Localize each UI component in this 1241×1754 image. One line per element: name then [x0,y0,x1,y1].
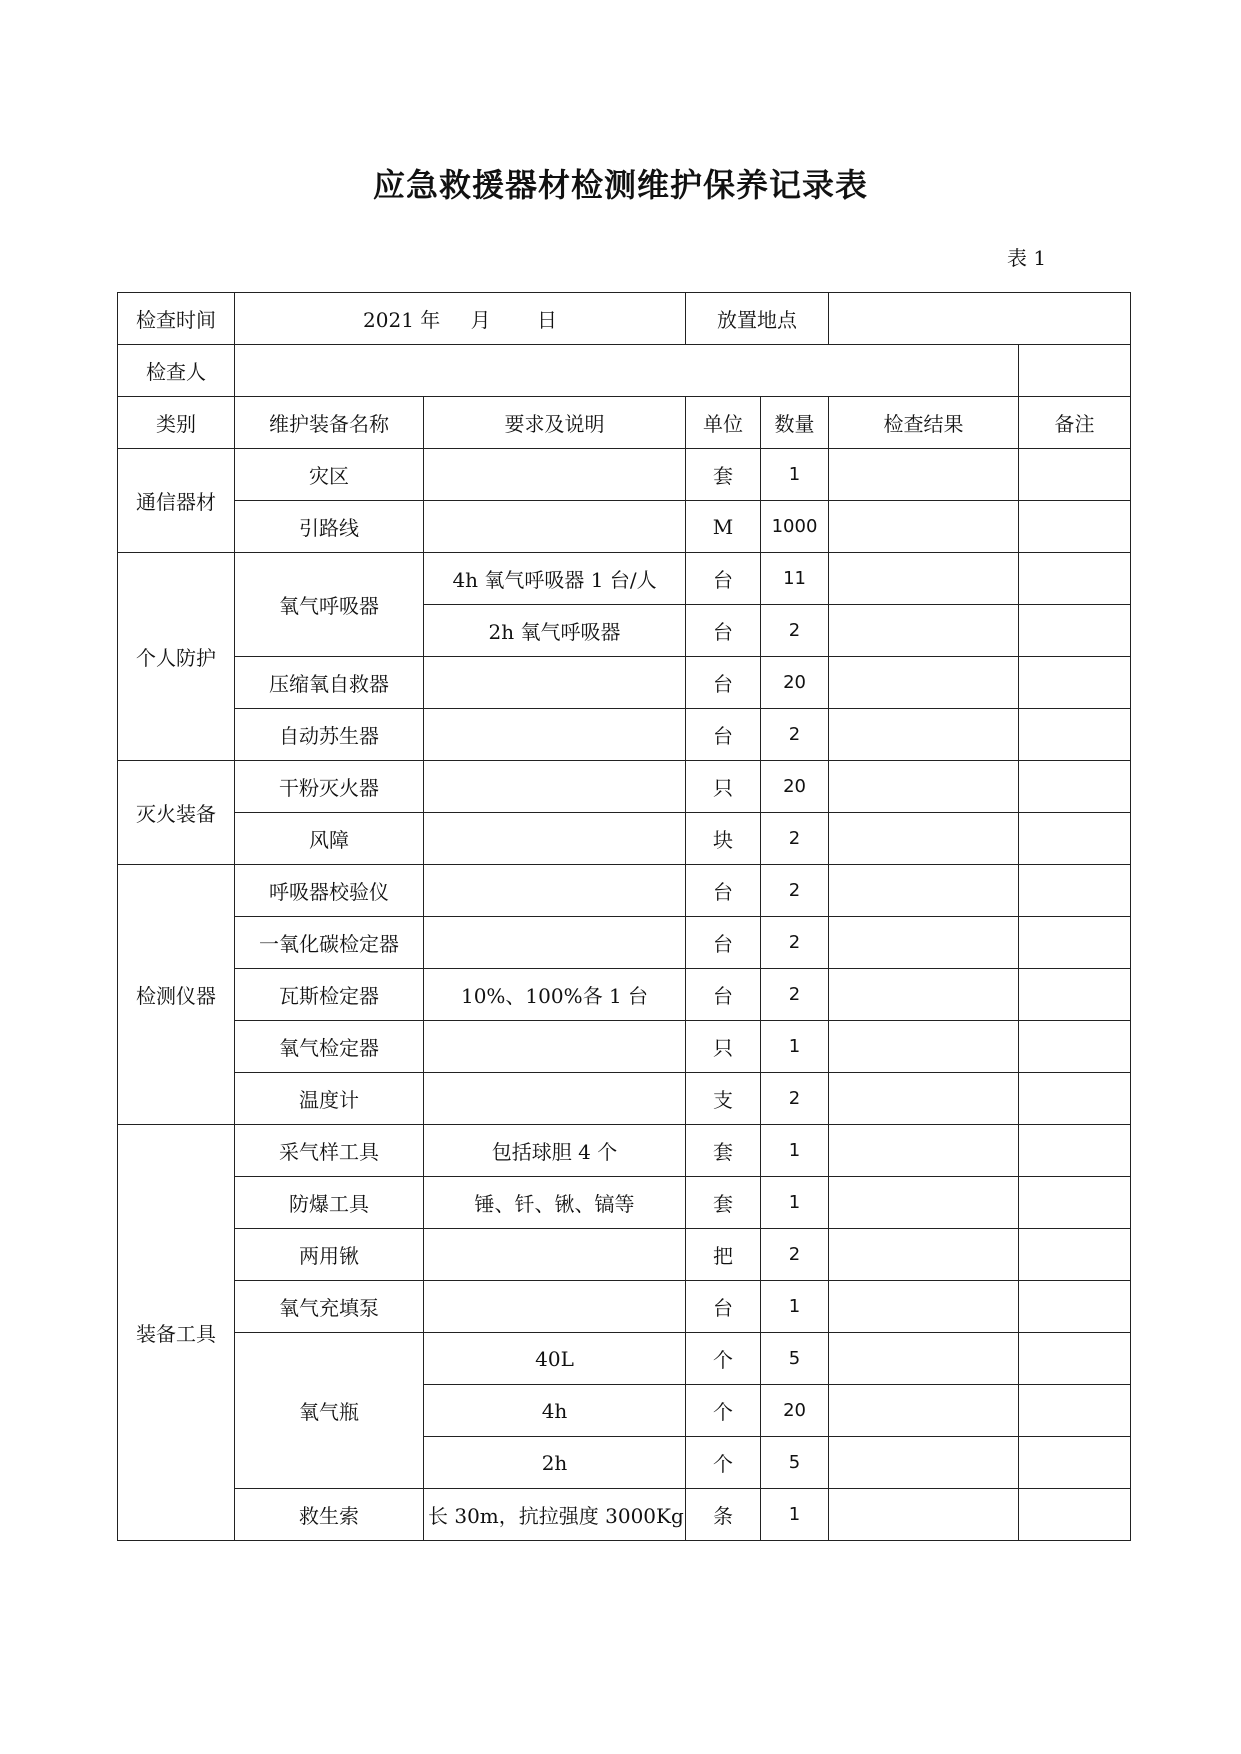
check-result-cell[interactable] [829,1125,1019,1177]
column-header-remarks: 备注 [1019,397,1131,449]
column-header-unit: 单位 [686,397,761,449]
requirement-cell [424,657,686,709]
unit-cell: 台 [686,917,761,969]
unit-cell: 台 [686,1281,761,1333]
column-header-row [118,397,1131,449]
date-month: 月 [470,308,491,332]
check-result-cell[interactable] [829,1437,1019,1489]
check-result-cell[interactable] [829,865,1019,917]
equipment-name-cell: 氧气检定器 [235,1021,424,1073]
quantity-cell: 1 [761,1177,829,1229]
remarks-cell[interactable] [1019,1125,1131,1177]
table-row [118,1021,1131,1073]
check-result-cell[interactable] [829,1021,1019,1073]
quantity-cell: 2 [761,1073,829,1125]
quantity-cell: 2 [761,709,829,761]
remarks-cell[interactable] [1019,1385,1131,1437]
quantity-cell: 11 [761,553,829,605]
check-date-field[interactable] [235,293,686,345]
check-result-cell[interactable] [829,1385,1019,1437]
remarks-cell[interactable] [1019,917,1131,969]
quantity-cell: 2 [761,813,829,865]
unit-cell: 条 [686,1489,761,1541]
header-row-time [118,293,1131,345]
check-result-cell[interactable] [829,1333,1019,1385]
inspector-label: 检查人 [118,345,235,397]
unit-cell: 个 [686,1333,761,1385]
remarks-cell[interactable] [1019,657,1131,709]
table-row [118,761,1131,813]
unit-cell: 只 [686,1021,761,1073]
remarks-cell[interactable] [1019,969,1131,1021]
location-value[interactable] [829,293,1131,345]
equipment-name-cell: 呼吸器校验仪 [235,865,424,917]
remarks-cell[interactable] [1019,1437,1131,1489]
table-row [118,813,1131,865]
category-cell: 灭火装备 [118,761,235,865]
remarks-cell[interactable] [1019,1229,1131,1281]
check-result-cell[interactable] [829,657,1019,709]
quantity-cell: 1 [761,1021,829,1073]
quantity-cell: 5 [761,1437,829,1489]
remarks-cell[interactable] [1019,1333,1131,1385]
remarks-cell[interactable] [1019,865,1131,917]
check-time-label: 检查时间 [118,293,235,345]
unit-cell: 台 [686,709,761,761]
date-year: 2021 年 [363,308,441,332]
requirement-cell: 4h 氧气呼吸器 1 台/人 [424,553,686,605]
remarks-cell[interactable] [1019,553,1131,605]
date-day: 日 [537,308,557,332]
requirement-cell [424,1281,686,1333]
check-result-cell[interactable] [829,761,1019,813]
table-row [118,1229,1131,1281]
quantity-cell: 1 [761,1489,829,1541]
remarks-cell[interactable] [1019,1177,1131,1229]
requirement-cell [424,1073,686,1125]
check-result-cell[interactable] [829,1489,1019,1541]
requirement-cell [424,449,686,501]
quantity-cell: 2 [761,969,829,1021]
remarks-cell[interactable] [1019,449,1131,501]
table-number-label: 表 1 [1007,246,1047,270]
unit-cell: 台 [686,657,761,709]
table-row [118,1333,1131,1385]
category-cell: 检测仪器 [118,865,235,1125]
column-header-check-result: 检查结果 [829,397,1019,449]
remarks-cell[interactable] [1019,1281,1131,1333]
table-row [118,657,1131,709]
equipment-name-cell: 风障 [235,813,424,865]
requirement-cell: 2h 氧气呼吸器 [424,605,686,657]
unit-cell: 只 [686,761,761,813]
table-row [118,1125,1131,1177]
table-row [118,1281,1131,1333]
requirement-cell [424,917,686,969]
check-result-cell[interactable] [829,1281,1019,1333]
equipment-name-cell: 氧气充填泵 [235,1281,424,1333]
remarks-cell[interactable] [1019,1021,1131,1073]
equipment-name-cell: 温度计 [235,1073,424,1125]
equipment-name-cell: 氧气瓶 [235,1333,424,1489]
check-result-cell[interactable] [829,1177,1019,1229]
quantity-cell: 2 [761,917,829,969]
unit-cell: 套 [686,1125,761,1177]
equipment-name-cell: 救生索 [235,1489,424,1541]
requirement-cell [424,761,686,813]
check-result-cell[interactable] [829,709,1019,761]
equipment-name-cell: 采气样工具 [235,1125,424,1177]
form-title: 应急救援器材检测维护保养记录表 [372,166,868,204]
requirement-cell [424,865,686,917]
quantity-cell: 1 [761,1125,829,1177]
unit-cell: 块 [686,813,761,865]
check-result-cell[interactable] [829,917,1019,969]
equipment-name-cell: 自动苏生器 [235,709,424,761]
quantity-cell: 1 [761,449,829,501]
table-row [118,865,1131,917]
equipment-name-cell: 氧气呼吸器 [235,553,424,657]
check-result-cell[interactable] [829,553,1019,605]
equipment-name-cell: 一氧化碳检定器 [235,917,424,969]
remarks-cell[interactable] [1019,813,1131,865]
quantity-cell: 20 [761,1385,829,1437]
requirement-cell: 长 30m，抗拉强度 3000Kg [424,1489,686,1541]
unit-cell: M [686,501,761,553]
requirement-cell: 4h [424,1385,686,1437]
requirement-cell: 2h [424,1437,686,1489]
check-result-cell[interactable] [829,1229,1019,1281]
column-header-quantity: 数量 [761,397,829,449]
check-result-cell[interactable] [829,813,1019,865]
quantity-cell: 20 [761,761,829,813]
unit-cell: 把 [686,1229,761,1281]
remarks-cell[interactable] [1019,1073,1131,1125]
quantity-cell: 1 [761,1281,829,1333]
requirement-cell [424,709,686,761]
category-cell: 装备工具 [118,1125,235,1541]
category-cell: 通信器材 [118,449,235,553]
requirement-cell [424,1229,686,1281]
unit-cell: 套 [686,1177,761,1229]
unit-cell: 台 [686,865,761,917]
column-header-requirements: 要求及说明 [424,397,686,449]
table-row [118,1177,1131,1229]
table-row [118,449,1131,501]
equipment-name-cell: 瓦斯检定器 [235,969,424,1021]
quantity-cell: 20 [761,657,829,709]
equipment-name-cell: 防爆工具 [235,1177,424,1229]
column-header-equipment-name: 维护装备名称 [235,397,424,449]
unit-cell: 台 [686,605,761,657]
equipment-name-cell: 压缩氧自救器 [235,657,424,709]
unit-cell: 台 [686,969,761,1021]
remarks-cell[interactable] [1019,1489,1131,1541]
inspector-value[interactable] [235,345,1019,397]
table-row [118,1489,1131,1541]
quantity-cell: 2 [761,865,829,917]
table-row [118,969,1131,1021]
check-result-cell[interactable] [829,969,1019,1021]
column-header-category: 类别 [118,397,235,449]
quantity-cell: 2 [761,605,829,657]
equipment-name-cell: 引路线 [235,501,424,553]
quantity-cell: 5 [761,1333,829,1385]
record-table [117,292,1131,1541]
header-row-inspector [118,345,1131,397]
category-cell: 个人防护 [118,553,235,761]
requirement-cell [424,1021,686,1073]
check-result-cell[interactable] [829,449,1019,501]
table-row [118,709,1131,761]
quantity-cell: 1000 [761,501,829,553]
unit-cell: 支 [686,1073,761,1125]
remarks-cell[interactable] [1019,761,1131,813]
requirement-cell [424,501,686,553]
requirement-cell [424,813,686,865]
remarks-cell[interactable] [1019,501,1131,553]
check-result-cell[interactable] [829,1073,1019,1125]
equipment-name-cell: 灾区 [235,449,424,501]
table-row [118,501,1131,553]
remarks-cell[interactable] [1019,709,1131,761]
unit-cell: 个 [686,1437,761,1489]
table-row [118,553,1131,605]
unit-cell: 套 [686,449,761,501]
remarks-cell[interactable] [1019,605,1131,657]
equipment-name-cell: 两用锹 [235,1229,424,1281]
requirement-cell: 锤、钎、锹、镐等 [424,1177,686,1229]
inspector-extra-cell[interactable] [1019,345,1131,397]
quantity-cell: 2 [761,1229,829,1281]
check-result-cell[interactable] [829,605,1019,657]
location-label: 放置地点 [686,293,829,345]
unit-cell: 台 [686,553,761,605]
requirement-cell: 10%、100%各 1 台 [424,969,686,1021]
table-row [118,917,1131,969]
requirement-cell: 包括球胆 4 个 [424,1125,686,1177]
unit-cell: 个 [686,1385,761,1437]
table-row [118,1073,1131,1125]
requirement-cell: 40L [424,1333,686,1385]
equipment-name-cell: 干粉灭火器 [235,761,424,813]
check-result-cell[interactable] [829,501,1019,553]
